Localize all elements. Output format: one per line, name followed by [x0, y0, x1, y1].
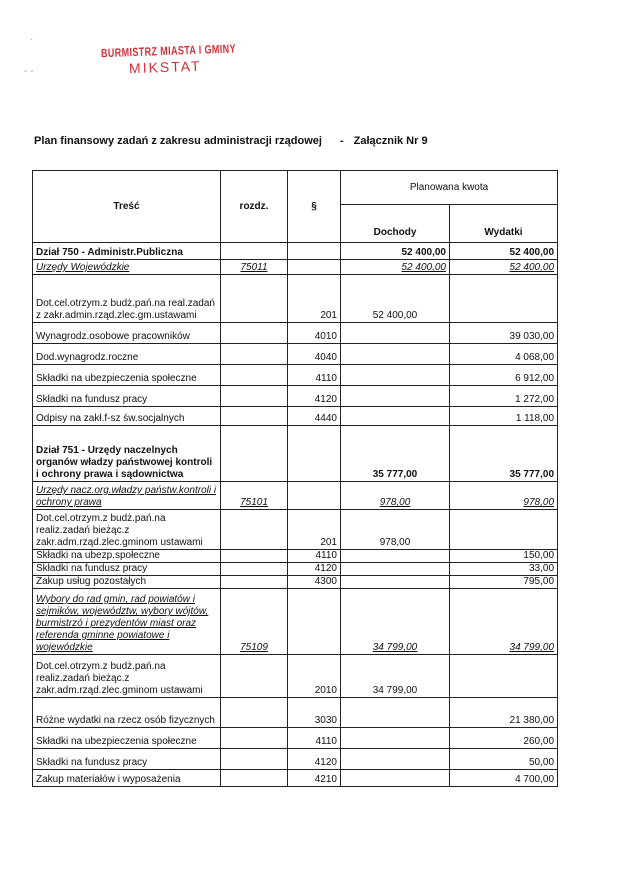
- cell-tresc: Wynagrodz.osobowe pracowników: [33, 323, 221, 344]
- cell-rozdz: [221, 749, 288, 770]
- cell-paragraph: 201: [288, 275, 341, 323]
- cell-paragraph: [288, 426, 341, 482]
- cell-rozdz: 75101: [221, 482, 288, 510]
- table-row: [33, 576, 558, 589]
- cell-paragraph: 4110: [288, 365, 341, 386]
- cell-wydatki: 4 700,00: [450, 770, 558, 787]
- margin-speck: ·: [30, 34, 34, 45]
- cell-dochody: 978,00: [341, 510, 450, 550]
- cell-tresc: Dot.cel.otrzym.z budż.pań.na realiz.zadań bieżąc.z zakr.adm.rząd.zlec.gminom ustawami: [33, 655, 221, 698]
- cell-tresc: Dział 750 - Administr.Publiczna: [33, 243, 221, 260]
- cell-paragraph: 4040: [288, 344, 341, 365]
- cell-dochody: [341, 770, 450, 787]
- cell-tresc: Zakup materiałów i wyposażenia: [33, 770, 221, 787]
- cell-paragraph: 4210: [288, 770, 341, 787]
- title-dash: -: [339, 135, 344, 147]
- table-row: [33, 426, 558, 482]
- cell-dochody: 35 777,00: [341, 426, 450, 482]
- table-row: [33, 749, 558, 770]
- cell-dochody: [341, 344, 450, 365]
- table-row: [33, 698, 558, 728]
- cell-wydatki: 33,00: [450, 563, 558, 576]
- cell-paragraph: [288, 589, 341, 655]
- cell-paragraph: [288, 243, 341, 260]
- cell-wydatki: 34 799,00: [450, 589, 558, 655]
- cell-rozdz: [221, 407, 288, 426]
- cell-wydatki: 4 068,00: [450, 344, 558, 365]
- cell-paragraph: 201: [288, 510, 341, 550]
- table-row: [33, 407, 558, 426]
- cell-wydatki: [450, 275, 558, 323]
- cell-rozdz: [221, 510, 288, 550]
- cell-wydatki: 52 400,00: [450, 243, 558, 260]
- cell-wydatki: 35 777,00: [450, 426, 558, 482]
- header-rozdz: rozdz.: [221, 171, 288, 243]
- cell-dochody: [341, 576, 450, 589]
- cell-tresc: Składki na ubezpieczenia społeczne: [33, 728, 221, 749]
- cell-tresc: Składki na fundusz pracy: [33, 386, 221, 407]
- cell-dochody: 52 400,00: [341, 260, 450, 275]
- cell-wydatki: 50,00: [450, 749, 558, 770]
- cell-dochody: [341, 407, 450, 426]
- cell-rozdz: [221, 365, 288, 386]
- cell-tresc: Składki na ubezpieczenia społeczne: [33, 365, 221, 386]
- cell-rozdz: [221, 576, 288, 589]
- cell-paragraph: 2010: [288, 655, 341, 698]
- table-row: [33, 323, 558, 344]
- cell-dochody: 34 799,00: [341, 589, 450, 655]
- table-row: [33, 275, 558, 323]
- cell-tresc: Dot.cel.otrzym.z budż.pań.na realiz.zadań bieżąc.z zakr.adm.rząd.zlec.gminom ustawami: [33, 510, 221, 550]
- stamp-line-2: MIKSTAT: [128, 57, 202, 77]
- cell-wydatki: 978,00: [450, 482, 558, 510]
- cell-rozdz: [221, 426, 288, 482]
- cell-dochody: [341, 386, 450, 407]
- cell-rozdz: [221, 550, 288, 563]
- cell-dochody: [341, 550, 450, 563]
- cell-dochody: [341, 728, 450, 749]
- cell-paragraph: 4440: [288, 407, 341, 426]
- header-dochody: Dochody: [341, 205, 450, 243]
- margin-speck: - -: [24, 66, 34, 77]
- cell-tresc: Urzędy Wojewódzkie: [33, 260, 221, 275]
- cell-paragraph: 4120: [288, 563, 341, 576]
- header-wydatki: Wydatki: [450, 205, 558, 243]
- cell-dochody: [341, 365, 450, 386]
- cell-dochody: [341, 749, 450, 770]
- cell-paragraph: 4120: [288, 386, 341, 407]
- table-row: [33, 243, 558, 260]
- office-stamp: [80, 41, 251, 78]
- cell-tresc: Odpisy na zakł.f-sz św.socjalnych: [33, 407, 221, 426]
- table-row: [33, 563, 558, 576]
- table-row: [33, 728, 558, 749]
- cell-tresc: Dot.cel.otrzym.z budż.pań.na real.zadań z zakr.admin.rząd.zlec.gm.ustawami: [33, 275, 221, 323]
- cell-tresc: Dział 751 - Urzędy naczelnych organów władzy państwowej kontroli i ochrony prawa i sądownictwa: [33, 426, 221, 482]
- cell-wydatki: [450, 510, 558, 550]
- cell-rozdz: 75011: [221, 260, 288, 275]
- cell-wydatki: 39 030,00: [450, 323, 558, 344]
- cell-wydatki: 52 400,00: [450, 260, 558, 275]
- header-tresc: Treść: [33, 171, 221, 243]
- cell-tresc: Składki na ubezp.społeczne: [33, 550, 221, 563]
- cell-dochody: [341, 563, 450, 576]
- cell-wydatki: [450, 655, 558, 698]
- cell-tresc: Składki na fundusz pracy: [33, 563, 221, 576]
- cell-paragraph: 4110: [288, 550, 341, 563]
- cell-dochody: 34 799,00: [341, 655, 450, 698]
- cell-tresc: Wybory do rad gmin, rad powiatów i sejmików, województw, wybory wójtów, burmistrzó i prezydentów miast oraz referenda gminne powiatowe i wojewódzkie: [33, 589, 221, 655]
- cell-wydatki: 795,00: [450, 576, 558, 589]
- cell-dochody: [341, 323, 450, 344]
- cell-paragraph: 3030: [288, 698, 341, 728]
- cell-wydatki: 6 912,00: [450, 365, 558, 386]
- table-row: [33, 550, 558, 563]
- title-text: Plan finansowy zadań z zakresu administracji rządowej: [34, 135, 322, 147]
- cell-rozdz: [221, 563, 288, 576]
- cell-rozdz: [221, 655, 288, 698]
- cell-paragraph: 4120: [288, 749, 341, 770]
- table-row: [33, 482, 558, 510]
- header-paragraph: §: [288, 171, 341, 243]
- cell-dochody: 52 400,00: [341, 243, 450, 260]
- financial-plan-table: [32, 170, 558, 787]
- cell-rozdz: [221, 770, 288, 787]
- cell-wydatki: 1 272,00: [450, 386, 558, 407]
- cell-dochody: [341, 698, 450, 728]
- cell-wydatki: 150,00: [450, 550, 558, 563]
- cell-tresc: Różne wydatki na rzecz osób fizycznych: [33, 698, 221, 728]
- table-row: [33, 510, 558, 550]
- cell-wydatki: 260,00: [450, 728, 558, 749]
- table-row: [33, 770, 558, 787]
- cell-paragraph: 4010: [288, 323, 341, 344]
- cell-rozdz: [221, 275, 288, 323]
- cell-tresc: Składki na fundusz pracy: [33, 749, 221, 770]
- cell-wydatki: 21 380,00: [450, 698, 558, 728]
- annex-label: Załącznik Nr 9: [353, 135, 428, 147]
- table-row: [33, 589, 558, 655]
- cell-paragraph: [288, 482, 341, 510]
- header-planowana-kwota: Planowana kwota: [341, 171, 558, 205]
- table-row: [33, 260, 558, 275]
- cell-paragraph: 4110: [288, 728, 341, 749]
- cell-paragraph: 4300: [288, 576, 341, 589]
- cell-tresc: Urzędy nacz.org.władzy państw.kontroli i ochrony prawa: [33, 482, 221, 510]
- cell-rozdz: [221, 728, 288, 749]
- document-title: [34, 135, 428, 147]
- cell-tresc: Dod.wynagrodz.roczne: [33, 344, 221, 365]
- cell-dochody: 52 400,00: [341, 275, 450, 323]
- stamp-line-1: BURMISTRZ MIASTA I GMINY: [100, 41, 237, 61]
- cell-rozdz: [221, 344, 288, 365]
- table-row: [33, 344, 558, 365]
- cell-paragraph: [288, 260, 341, 275]
- cell-dochody: 978,00: [341, 482, 450, 510]
- table-row: [33, 365, 558, 386]
- cell-rozdz: [221, 698, 288, 728]
- table-row: [33, 386, 558, 407]
- cell-tresc: Zakup usług pozostałych: [33, 576, 221, 589]
- table-body: [33, 243, 558, 787]
- table-row: [33, 655, 558, 698]
- cell-wydatki: 1 118,00: [450, 407, 558, 426]
- cell-rozdz: 75109: [221, 589, 288, 655]
- cell-rozdz: [221, 386, 288, 407]
- cell-rozdz: [221, 323, 288, 344]
- cell-rozdz: [221, 243, 288, 260]
